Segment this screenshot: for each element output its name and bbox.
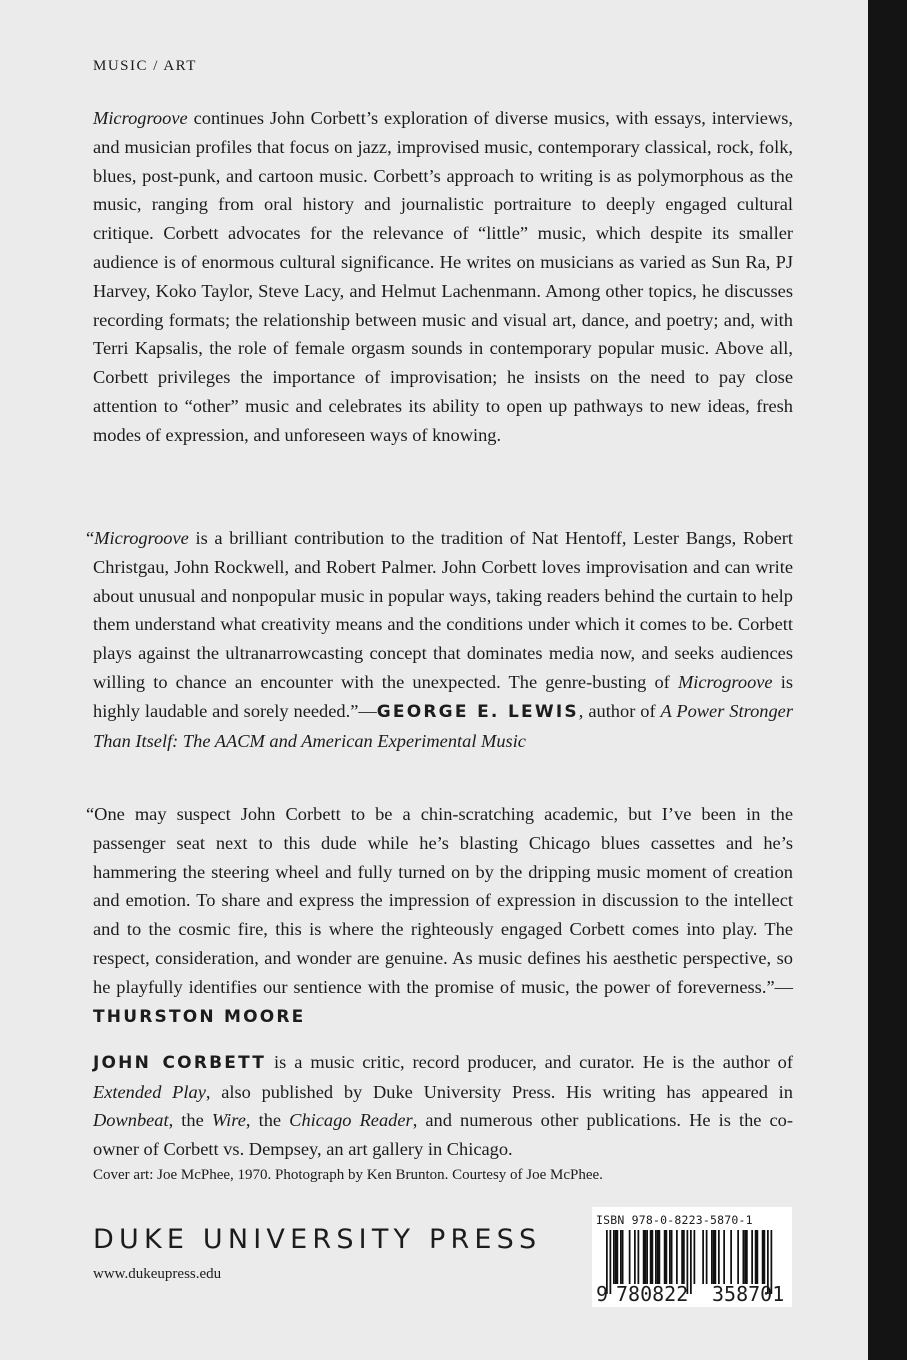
publication-title: Wire [211,1110,246,1130]
bio-text: is a music critic, record producer, and curator. He is the author of [266,1052,793,1072]
publication-title: Downbeat [93,1110,169,1130]
open-quote: “ [86,804,95,824]
book-description [93,104,793,450]
barcode-bar [617,1230,619,1284]
barcode-bar [743,1230,745,1284]
bio-text: , the [245,1110,290,1130]
bio-text: , the [168,1110,212,1130]
barcode-bar [666,1230,668,1284]
author-name: JOHN CORBETT [93,1053,267,1073]
barcode-bar [659,1230,661,1284]
barcode-bar [613,1230,615,1284]
quote-text: One may suspect John Corbett to be a chin-scratching academic, but I’ve been in the passenger seat next to this dude while he’s blasting Chicago blues cassettes and he’s hammering the steering wheel and fully turned on by the dripping music moment of creation and emotion. To share and express the impression of expression in discussion to the intellect and to the cosmic fire, this is where the righteously engaged Corbett comes into play. The respect, consideration, and wonder are genuine. As music defines his aesthetic perspective, so he playfully identifies our sentience with the promise of music, the power of foreverness.”— [93,804,793,997]
barcode-bar [620,1230,622,1284]
barcode-bar [755,1230,757,1284]
barcode-bar [706,1230,708,1284]
barcode-bar [764,1230,766,1284]
barcode-bar [715,1230,717,1284]
barcode-digits-right: 358701 [712,1282,785,1306]
barcode-bar [664,1230,666,1284]
publisher-name: DUKE UNIVERSITY PRESS [93,1224,542,1255]
barcode-bar [746,1230,748,1284]
author-book-title: A Power Stronger Than Itself: The AACM and American Experimental Music [93,700,793,751]
cover-credits: Cover art: Joe McPhee, 1970. Photograph by Ken Brunton. Courtesy of Joe McPhee. [93,1167,603,1183]
endorsement-moore [86,800,793,1031]
barcode-bar [645,1230,647,1284]
author-bio [93,1048,793,1163]
barcode-bar [676,1230,678,1284]
barcode-bar [694,1230,696,1284]
publication-title: Chicago Reader [289,1110,413,1130]
book-title: Extended Play [93,1081,206,1102]
book-title: Microgroove [677,671,773,692]
barcode-bar [757,1230,759,1284]
book-title: Microgroove [93,108,188,128]
barcode-bar [655,1230,657,1284]
barcode-bar [690,1230,692,1294]
barcode-bar [669,1230,671,1284]
book-title: Microgroove [94,528,189,548]
barcode-bar [751,1230,753,1284]
barcode-bar [683,1230,685,1284]
barcode-bar [615,1230,617,1284]
barcode-bar [718,1230,720,1284]
barcode-bar [629,1230,631,1284]
barcode-bar [702,1230,704,1284]
publisher-url: www.dukeupress.edu [93,1266,222,1282]
barcode-bar [622,1230,624,1284]
barcode-bar [646,1230,648,1284]
bio-text: , also published by Duke University Press. His writing has appeared in [205,1081,793,1102]
barcode-bar [610,1230,612,1294]
open-quote: “ [86,528,95,548]
barcode-bar [634,1230,636,1284]
quote-author: GEORGE E. LEWIS [376,701,579,722]
barcode-bar [762,1230,764,1284]
barcode-bar [643,1230,645,1284]
spine-edge [868,0,907,1360]
barcode-bar [730,1230,732,1284]
barcode-bar [737,1230,739,1284]
quote-text: is a brilliant contribution to the tradition of Nat Hentoff, Lester Bangs, Robert Christgau, John Rockwell, and Robert Palmer. John Corbett loves improvisation and can write about unusual and nonpopular music in popular ways, taking readers behind the curtain to help them understand what creativity means and the conditions under which it comes to be. Corbett plays against the ultranarrowcasting concept that dominates media now, and seeks audiences willing to chance an encounter with the unexpected. The genre-busting of [93,528,793,692]
barcode-bar [650,1230,652,1284]
category-label: MUSIC / ART [93,58,197,74]
endorsement-lewis [86,524,793,755]
barcode-bar [681,1230,683,1284]
quote-author: THURSTON MOORE [93,1006,306,1027]
barcode-bar [744,1230,746,1284]
barcode-digits-left: 780822 [616,1282,689,1306]
author-credit: , author of [578,700,661,721]
isbn-label: ISBN 978-0-8223-5870-1 [596,1213,753,1227]
barcode-bar [638,1230,640,1284]
barcode-bar [671,1230,673,1284]
barcode-bar [657,1230,659,1284]
barcode-lead-digit: 9 [596,1282,609,1306]
barcode-bar [723,1230,725,1284]
barcode-bar [713,1230,715,1284]
quote-text: is highly laudable and sorely needed.”— [93,671,793,721]
description-text: continues John Corbett’s exploration of diverse musics, with essays, interviews, and musician profiles that focus on jazz, improvised music, contemporary classical, rock, folk, blues, post-punk, and cartoon music. Corbett’s approach to writing is as polymorphous as the music, ranging from oral history and journalistic portraiture to deeply engaged cultural critique. Corbett advocates for the relevance of “little” music, which despite its smaller audience is of enormous cultural significance. He writes on musicians as varied as Sun Ra, PJ Harvey, Koko Taylor, Steve Lacy, and Helmut Lachenmann. Among other topics, he discusses recording formats; the relationship between music and visual art, dance, and poetry; and, with Terri Kapsalis, the role of female orgasm sounds in contemporary popular music. Above all, Corbett privileges the importance of improvisation; he insists on the need to pay close attention to “other” music and celebrates its ability to open up pathways to new ideas, fresh modes of expression, and unforeseen ways of knowing. [93,108,793,445]
barcode-bar [711,1230,713,1284]
bio-text: , and numerous other publications. He is the co-owner of Corbett vs. Dempsey, an art gallery in Chicago. [93,1110,794,1159]
barcode-bar [652,1230,654,1284]
